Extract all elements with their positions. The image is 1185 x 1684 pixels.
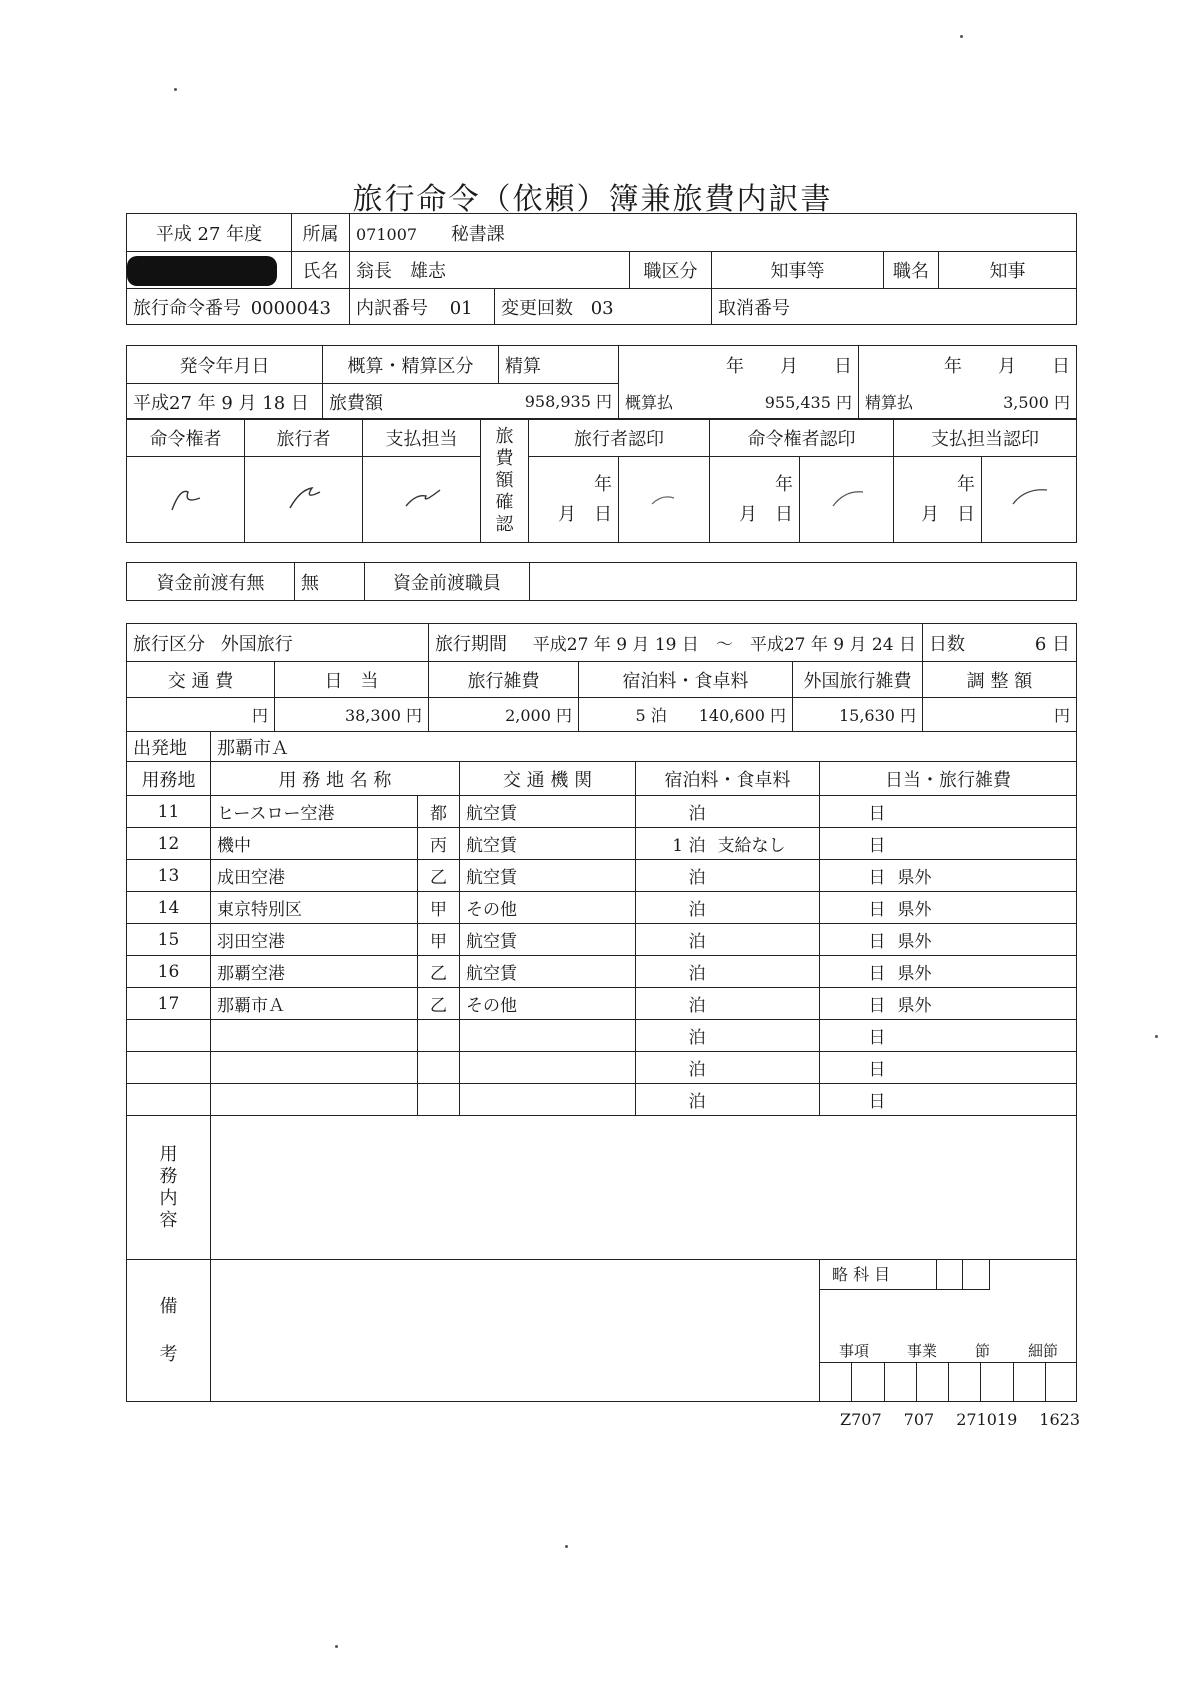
itinerary-no bbox=[127, 1084, 211, 1116]
itinerary-daily: 日 bbox=[820, 1052, 892, 1084]
purpose-table bbox=[126, 1115, 1077, 1260]
itinerary-stay: 泊 bbox=[636, 892, 712, 924]
advance-label: 概算払 bbox=[625, 392, 674, 412]
payment-signature-icon bbox=[402, 482, 442, 512]
itinerary-stay-note: 支給なし bbox=[712, 828, 820, 860]
itinerary-daily-note bbox=[892, 1020, 1077, 1052]
scan-speck bbox=[1155, 1035, 1158, 1038]
itinerary-stay-note bbox=[712, 1052, 820, 1084]
remarks-label: 備考 bbox=[127, 1260, 211, 1402]
origin-value: 那覇市Ａ bbox=[211, 732, 1077, 762]
issue-table bbox=[126, 345, 1077, 420]
amount-label: 旅費額 bbox=[329, 392, 383, 414]
settle-value: 3,500 円 bbox=[1003, 392, 1070, 412]
payment-signature-cell bbox=[363, 457, 481, 543]
trip-period: 平成27 年 9 月 19 日 ～ 平成27 年 9 月 24 日 bbox=[532, 634, 916, 655]
itinerary-transport: その他 bbox=[460, 988, 636, 1020]
funds-staff-value bbox=[530, 563, 1077, 601]
table-row bbox=[127, 860, 1077, 892]
issue-date: 平成27 年 9 月 18 日 bbox=[127, 384, 323, 420]
table-row bbox=[127, 828, 1077, 860]
authority-seal-icon bbox=[827, 482, 867, 512]
itinerary-transport: 航空賃 bbox=[460, 796, 636, 828]
trip-type: 外国旅行 bbox=[220, 633, 293, 655]
itinerary-transport: その他 bbox=[460, 892, 636, 924]
funds-table bbox=[126, 562, 1077, 601]
remarks-value bbox=[211, 1260, 820, 1402]
itinerary-stay-note bbox=[712, 924, 820, 956]
itinerary-stay: 泊 bbox=[636, 1052, 712, 1084]
amount-value: 958,935 円 bbox=[524, 391, 612, 411]
scan-speck bbox=[174, 88, 177, 91]
itinerary-daily: 日 bbox=[820, 988, 892, 1020]
authority-seal-header: 命令権者認印 bbox=[710, 419, 894, 457]
cost-value-foreign-misc: 15,630 円 bbox=[793, 698, 923, 732]
approval-table bbox=[126, 418, 1077, 543]
itinerary-place bbox=[211, 1020, 418, 1052]
order-no: 0000043 bbox=[250, 297, 331, 319]
itinerary-header-daily: 日当・旅行雑費 bbox=[820, 762, 1077, 796]
traveler-header: 旅行者 bbox=[245, 419, 363, 457]
header-table bbox=[126, 213, 1077, 325]
cost-header-foreign-misc: 外国旅行雑費 bbox=[793, 662, 923, 698]
purpose-label: 用務内容 bbox=[127, 1116, 211, 1260]
table-row bbox=[127, 1020, 1077, 1052]
itinerary-place: 那覇市Ａ bbox=[211, 988, 418, 1020]
itinerary-transport bbox=[460, 1020, 636, 1052]
position-label: 職名 bbox=[884, 252, 939, 289]
cancel-no-label: 取消番号 bbox=[718, 297, 790, 319]
itinerary-place: 東京特別区 bbox=[211, 892, 418, 924]
itinerary-no bbox=[127, 1020, 211, 1052]
itinerary-grade: 甲 bbox=[418, 892, 460, 924]
trip-type-label: 旅行区分 bbox=[133, 633, 205, 655]
cost-header-daily: 日 当 bbox=[275, 662, 429, 698]
itinerary-daily: 日 bbox=[820, 892, 892, 924]
job-class-label: 職区分 bbox=[630, 252, 712, 289]
payment-seal-icon bbox=[1009, 482, 1049, 512]
itinerary-grade: 甲 bbox=[418, 924, 460, 956]
document-title: 旅行命令（依頼）簿兼旅費内訳書 bbox=[352, 182, 833, 217]
account-section-label: 節 bbox=[974, 1342, 990, 1360]
traveler-signature-icon bbox=[284, 482, 324, 512]
cost-value-adjust: 円 bbox=[923, 698, 1077, 732]
payment-seal-year: 年 bbox=[957, 473, 975, 495]
issue-date-label: 発令年月日 bbox=[127, 346, 323, 384]
traveler-signature-cell bbox=[245, 457, 363, 543]
itinerary-transport: 航空賃 bbox=[460, 956, 636, 988]
table-row bbox=[127, 892, 1077, 924]
itinerary-transport bbox=[460, 1084, 636, 1116]
table-row bbox=[127, 988, 1077, 1020]
itinerary-daily-note bbox=[892, 828, 1077, 860]
itinerary-daily: 日 bbox=[820, 956, 892, 988]
position: 知事 bbox=[939, 252, 1077, 289]
itinerary-daily-note: 県外 bbox=[892, 924, 1077, 956]
account-project-label: 事業 bbox=[906, 1342, 937, 1360]
authority-seal-year: 年 bbox=[775, 473, 793, 495]
traveler-seal-icon bbox=[644, 482, 684, 512]
cost-header-lodging: 宿泊料・食卓料 bbox=[579, 662, 793, 698]
itinerary-daily: 日 bbox=[820, 1084, 892, 1116]
table-row bbox=[127, 924, 1077, 956]
account-item-label: 事項 bbox=[838, 1342, 869, 1360]
itinerary-place: 機中 bbox=[211, 828, 418, 860]
itinerary-daily-note: 県外 bbox=[892, 892, 1077, 924]
calc-type-value: 精算 bbox=[499, 346, 619, 384]
cost-header-misc: 旅行雑費 bbox=[429, 662, 579, 698]
cost-value-daily: 38,300 円 bbox=[275, 698, 429, 732]
itinerary-stay-note bbox=[712, 1084, 820, 1116]
itinerary-grade bbox=[418, 1084, 460, 1116]
itinerary-place bbox=[211, 1052, 418, 1084]
cost-header-transport: 交 通 費 bbox=[127, 662, 275, 698]
traveler-seal-year: 年 bbox=[594, 473, 612, 495]
itinerary-no: 17 bbox=[127, 988, 211, 1020]
itinerary-grade: 乙 bbox=[418, 988, 460, 1020]
footer-code-4: 1623 bbox=[1039, 1410, 1080, 1429]
itinerary-place: 那覇空港 bbox=[211, 956, 418, 988]
itinerary-transport: 航空賃 bbox=[460, 924, 636, 956]
trip-days: 6 日 bbox=[1034, 633, 1071, 655]
itinerary-place: 羽田空港 bbox=[211, 924, 418, 956]
cost-header-adjust: 調 整 額 bbox=[923, 662, 1077, 698]
itinerary-no: 14 bbox=[127, 892, 211, 924]
advance-value: 955,435 円 bbox=[764, 392, 852, 412]
affiliation-name: 秘書課 bbox=[450, 223, 505, 245]
account-subject-label: 略 科 目 bbox=[832, 1265, 891, 1284]
itinerary-daily-note: 県外 bbox=[892, 860, 1077, 892]
authority-seal-date: 月 日 bbox=[739, 503, 793, 525]
authority-signature-cell bbox=[127, 457, 245, 543]
itinerary-stay: 泊 bbox=[636, 1020, 712, 1052]
itinerary-transport: 航空賃 bbox=[460, 860, 636, 892]
itinerary-stay: 泊 bbox=[636, 1084, 712, 1116]
scan-speck bbox=[335, 1645, 338, 1648]
table-row bbox=[127, 956, 1077, 988]
payment-seal-cell bbox=[982, 457, 1077, 543]
fiscal-year: 平成 27 年度 bbox=[127, 214, 292, 252]
order-no-label: 旅行命令番号 bbox=[133, 297, 241, 319]
itinerary-daily-note: 県外 bbox=[892, 956, 1077, 988]
itinerary-no: 16 bbox=[127, 956, 211, 988]
itinerary-stay-note bbox=[712, 1020, 820, 1052]
payment-header: 支払担当 bbox=[363, 419, 481, 457]
itinerary-header-lodging: 宿泊料・食卓料 bbox=[636, 762, 820, 796]
itinerary-grade bbox=[418, 1020, 460, 1052]
authority-header: 命令権者 bbox=[127, 419, 245, 457]
funds-advance-label: 資金前渡有無 bbox=[127, 563, 295, 601]
itinerary-daily: 日 bbox=[820, 1020, 892, 1052]
origin-label: 出発地 bbox=[127, 732, 211, 762]
itinerary-daily-note bbox=[892, 796, 1077, 828]
itinerary-daily-note bbox=[892, 1052, 1077, 1084]
itinerary-no bbox=[127, 1052, 211, 1084]
itinerary-table bbox=[126, 731, 1077, 1116]
traveler-name: 翁長 雄志 bbox=[350, 252, 630, 289]
change-count-label: 変更回数 bbox=[501, 297, 573, 319]
funds-advance-value: 無 bbox=[295, 563, 365, 601]
settle-date: 年 月 日 bbox=[859, 346, 1077, 384]
itinerary-grade: 都 bbox=[418, 796, 460, 828]
itinerary-daily: 日 bbox=[820, 924, 892, 956]
scan-speck bbox=[960, 35, 963, 38]
itinerary-stay-note bbox=[712, 988, 820, 1020]
settle-label: 精算払 bbox=[865, 392, 914, 412]
cost-value-lodging: 5 泊 140,600 円 bbox=[579, 698, 793, 732]
trip-table bbox=[126, 623, 1077, 732]
traveler-seal-date: 月 日 bbox=[558, 503, 612, 525]
advance-date: 年 月 日 bbox=[619, 346, 859, 384]
table-row bbox=[127, 1084, 1077, 1116]
itinerary-stay: 1 泊 bbox=[636, 828, 712, 860]
job-class: 知事等 bbox=[712, 252, 884, 289]
funds-staff-label: 資金前渡職員 bbox=[365, 563, 530, 601]
itinerary-stay-note bbox=[712, 860, 820, 892]
footer-code-3: 271019 bbox=[956, 1410, 1018, 1429]
cost-value-transport: 円 bbox=[127, 698, 275, 732]
change-count: 03 bbox=[590, 297, 614, 319]
itinerary-daily: 日 bbox=[820, 796, 892, 828]
itinerary-stay: 泊 bbox=[636, 796, 712, 828]
itinerary-daily-note bbox=[892, 1084, 1077, 1116]
traveler-seal-header: 旅行者認印 bbox=[529, 419, 710, 457]
name-label: 氏名 bbox=[292, 252, 350, 289]
account-code-boxes bbox=[820, 1362, 1077, 1401]
itinerary-no: 12 bbox=[127, 828, 211, 860]
itinerary-place: ヒースロー空港 bbox=[211, 796, 418, 828]
account-subsection-label: 細節 bbox=[1027, 1342, 1058, 1360]
trip-days-label: 日数 bbox=[929, 633, 966, 655]
itinerary-place bbox=[211, 1084, 418, 1116]
itinerary-stay: 泊 bbox=[636, 988, 712, 1020]
purpose-value bbox=[211, 1116, 1077, 1260]
itinerary-stay: 泊 bbox=[636, 956, 712, 988]
payment-seal-header: 支払担当認印 bbox=[894, 419, 1077, 457]
itinerary-grade bbox=[418, 1052, 460, 1084]
remarks-table bbox=[126, 1259, 1077, 1402]
payment-seal-date: 月 日 bbox=[921, 503, 975, 525]
itinerary-grade: 丙 bbox=[418, 828, 460, 860]
authority-seal-cell bbox=[800, 457, 894, 543]
authority-signature-icon bbox=[166, 482, 206, 512]
traveler-seal-cell bbox=[619, 457, 710, 543]
table-row bbox=[127, 1052, 1077, 1084]
itinerary-stay-note bbox=[712, 956, 820, 988]
itinerary-stay: 泊 bbox=[636, 860, 712, 892]
itinerary-daily-note: 県外 bbox=[892, 988, 1077, 1020]
account-subject-box bbox=[820, 1260, 990, 1290]
itinerary-daily: 日 bbox=[820, 860, 892, 892]
itinerary-grade: 乙 bbox=[418, 860, 460, 892]
detail-no-label: 内訳番号 bbox=[356, 297, 428, 319]
itinerary-daily: 日 bbox=[820, 828, 892, 860]
footer-code-1: Z707 bbox=[840, 1410, 882, 1429]
scan-speck bbox=[565, 1545, 568, 1548]
itinerary-no: 13 bbox=[127, 860, 211, 892]
calc-type-label: 概算・精算区分 bbox=[323, 346, 499, 384]
footer-codes bbox=[840, 1410, 1080, 1429]
itinerary-stay-note bbox=[712, 796, 820, 828]
redaction-mark bbox=[127, 256, 277, 286]
footer-code-2: 707 bbox=[903, 1410, 935, 1429]
itinerary-transport bbox=[460, 1052, 636, 1084]
table-row bbox=[127, 796, 1077, 828]
itinerary-no: 11 bbox=[127, 796, 211, 828]
itinerary-stay: 泊 bbox=[636, 924, 712, 956]
itinerary-place: 成田空港 bbox=[211, 860, 418, 892]
itinerary-transport: 航空賃 bbox=[460, 828, 636, 860]
affiliation-label: 所属 bbox=[292, 214, 350, 252]
itinerary-stay-note bbox=[712, 892, 820, 924]
detail-no: 01 bbox=[449, 297, 473, 319]
itinerary-header-place: 用 務 地 名 称 bbox=[211, 762, 460, 796]
itinerary-no: 15 bbox=[127, 924, 211, 956]
account-codes-header bbox=[820, 1340, 1077, 1361]
cost-value-misc: 2,000 円 bbox=[429, 698, 579, 732]
trip-period-label: 旅行期間 bbox=[435, 633, 508, 655]
affiliation-code: 071007 bbox=[356, 224, 418, 244]
itinerary-header-no: 用務地 bbox=[127, 762, 211, 796]
amount-confirm-label: 旅費額確認 bbox=[481, 419, 529, 543]
itinerary-header-transport: 交 通 機 関 bbox=[460, 762, 636, 796]
itinerary-grade: 乙 bbox=[418, 956, 460, 988]
